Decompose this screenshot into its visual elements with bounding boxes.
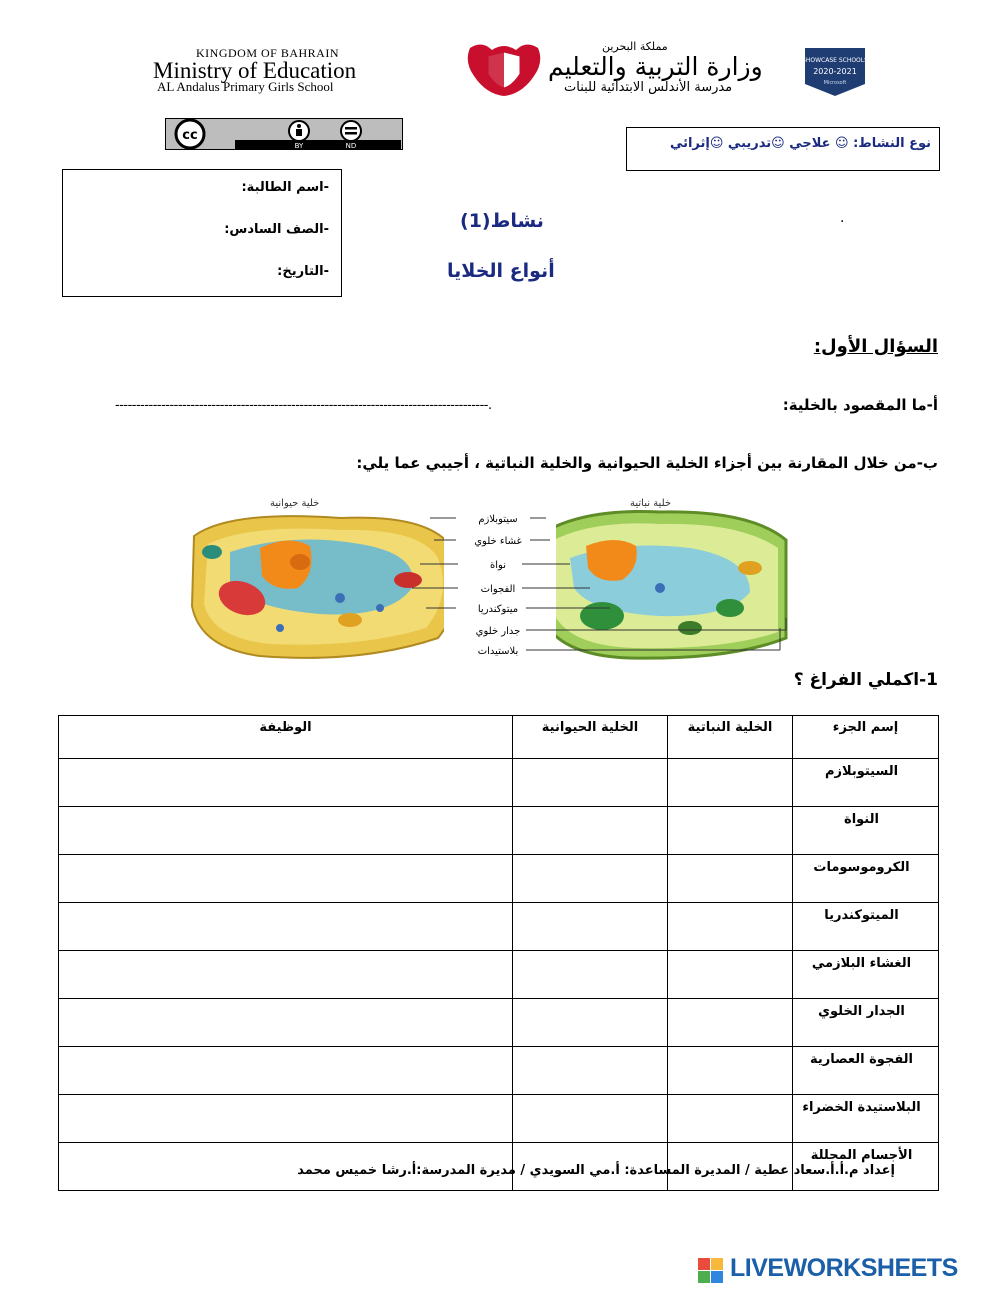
plant-cell-title: خلية نباتية bbox=[630, 498, 672, 509]
header-plant-cell: الخلية النباتية bbox=[668, 716, 793, 759]
plant-cell-illustration bbox=[535, 512, 786, 659]
activity-type-box bbox=[626, 127, 940, 171]
cell-comparison-diagram bbox=[190, 488, 790, 663]
table-row bbox=[59, 1047, 939, 1095]
animal-cell-cell[interactable] bbox=[513, 1095, 668, 1143]
diagram-label-cytoplasm: سيتوبلازم bbox=[478, 514, 518, 525]
no-derivatives-icon bbox=[341, 121, 361, 141]
row-part-name: الكروموسومات bbox=[793, 855, 939, 903]
fill-blank-title: 1-اكملي الفراغ ؟ bbox=[793, 670, 938, 690]
header-school-ar: مدرسة الأندلس الابتدائية للبنات bbox=[564, 80, 733, 95]
row-part-name: النواة bbox=[793, 807, 939, 855]
header-kingdom-ar: مملكة البحرين bbox=[602, 40, 668, 53]
header-ministry-en: Ministry of Education bbox=[153, 58, 357, 83]
question-one-title: السؤال الأول: bbox=[813, 336, 938, 357]
row-part-name: الجدار الخلوي bbox=[793, 999, 939, 1047]
header-school-en: AL Andalus Primary Girls School bbox=[157, 79, 334, 94]
plant-cell-cell[interactable] bbox=[668, 951, 793, 999]
table-row bbox=[59, 1095, 939, 1143]
activity-type-text: نوع النشاط: ☺ علاجي ☺تدريبي ☺إثرائي bbox=[669, 136, 931, 151]
animal-cell-cell[interactable] bbox=[513, 999, 668, 1047]
showcase-brand: Microsoft bbox=[823, 80, 847, 86]
function-cell[interactable] bbox=[59, 903, 513, 951]
row-part-name: الميتوكندريا bbox=[793, 903, 939, 951]
plant-cell-cell[interactable] bbox=[668, 999, 793, 1047]
animal-cell-illustration bbox=[192, 516, 458, 658]
header-part-name: إسم الجزء bbox=[793, 716, 939, 759]
header-kingdom-en: KINGDOM OF BAHRAIN bbox=[196, 46, 340, 60]
plant-cell-cell[interactable] bbox=[668, 855, 793, 903]
header-animal-cell: الخلية الحيوانية bbox=[513, 716, 668, 759]
function-cell[interactable] bbox=[59, 855, 513, 903]
plant-cell-cell[interactable] bbox=[668, 1047, 793, 1095]
student-grade-label: -الصف السادس: bbox=[224, 222, 329, 237]
table-header-row bbox=[59, 716, 939, 759]
comparison-table bbox=[58, 715, 939, 1191]
stray-dot: . bbox=[840, 210, 845, 226]
license-nd: ND bbox=[345, 142, 357, 150]
animal-cell-cell[interactable] bbox=[513, 759, 668, 807]
svg-text:cc: cc bbox=[182, 128, 198, 143]
plant-cell-cell[interactable] bbox=[668, 759, 793, 807]
table-row bbox=[59, 999, 939, 1047]
question-a-answer-line[interactable]: -----------------------------------------------------------------------------------------. bbox=[115, 398, 492, 413]
diagram-label-mitochondria: ميتوكندريا bbox=[477, 604, 519, 615]
diagram-label-membrane: غشاء خلوي bbox=[474, 536, 522, 547]
header-ministry-ar: وزارة التربية والتعليم bbox=[548, 52, 763, 81]
table-row bbox=[59, 807, 939, 855]
animal-cell-cell[interactable] bbox=[513, 807, 668, 855]
row-part-name: السيتوبلازم bbox=[793, 759, 939, 807]
function-cell[interactable] bbox=[59, 759, 513, 807]
function-cell[interactable] bbox=[59, 1095, 513, 1143]
header-function: الوظيفة bbox=[59, 716, 513, 759]
liveworksheets-brand[interactable]: LIVEWORKSHEETS bbox=[730, 1254, 958, 1282]
plant-cell-cell[interactable] bbox=[668, 903, 793, 951]
diagram-label-cell-wall: جدار خلوي bbox=[475, 626, 521, 637]
animal-cell-cell[interactable] bbox=[513, 855, 668, 903]
table-row bbox=[59, 855, 939, 903]
function-cell[interactable] bbox=[59, 999, 513, 1047]
student-info-box bbox=[62, 169, 342, 297]
animal-cell-cell[interactable] bbox=[513, 951, 668, 999]
table-row bbox=[59, 759, 939, 807]
table-row bbox=[59, 903, 939, 951]
cc-license-badge bbox=[165, 118, 403, 150]
row-part-name: الأجسام المحللة bbox=[793, 1143, 939, 1191]
table-row bbox=[59, 951, 939, 999]
lesson-title: أنواع الخلايا bbox=[447, 260, 555, 282]
license-by: BY bbox=[294, 142, 304, 150]
animal-cell-cell[interactable] bbox=[513, 1047, 668, 1095]
question-b: ب-من خلال المقارنة بين أجزاء الخلية الحيوانية والخلية النباتية ، أجيبي عما يلي: bbox=[356, 454, 938, 472]
student-date-label: -التاريخ: bbox=[277, 264, 329, 279]
student-name-label: -اسم الطالبة: bbox=[241, 180, 329, 195]
showcase-years: 2020-2021 bbox=[813, 67, 857, 76]
footer-credits: إعداد م.أ.أ.سعاد عطية / المديرة المساعدة: أ.مي السويدي / مديرة المدرسة:أ.رشا خميس محمد bbox=[297, 1163, 895, 1178]
plant-cell-cell[interactable] bbox=[668, 1095, 793, 1143]
row-part-name: الفجوة العصارية bbox=[793, 1047, 939, 1095]
row-part-name: البلاستيدة الخضراء bbox=[793, 1095, 939, 1143]
showcase-schools-badge bbox=[799, 46, 871, 98]
function-cell[interactable] bbox=[59, 807, 513, 855]
diagram-label-vacuoles: الفجوات bbox=[480, 584, 516, 595]
function-cell[interactable] bbox=[59, 1047, 513, 1095]
row-part-name: الغشاء البلازمي bbox=[793, 951, 939, 999]
question-a: أ-ما المقصود بالخلية: bbox=[782, 396, 938, 414]
function-cell[interactable] bbox=[59, 951, 513, 999]
activity-title: نشاط(1) bbox=[460, 210, 544, 232]
animal-cell-title: خلية حيوانية bbox=[270, 498, 320, 509]
diagram-label-nucleus: نواة bbox=[490, 560, 506, 571]
liveworksheets-logo-icon bbox=[698, 1258, 724, 1284]
showcase-title: SHOWCASE SCHOOLS bbox=[802, 57, 868, 64]
bahrain-emblem-icon bbox=[462, 42, 546, 98]
plant-cell-cell[interactable] bbox=[668, 807, 793, 855]
animal-cell-cell[interactable] bbox=[513, 903, 668, 951]
diagram-label-plastids: بلاستيدات bbox=[477, 646, 519, 657]
